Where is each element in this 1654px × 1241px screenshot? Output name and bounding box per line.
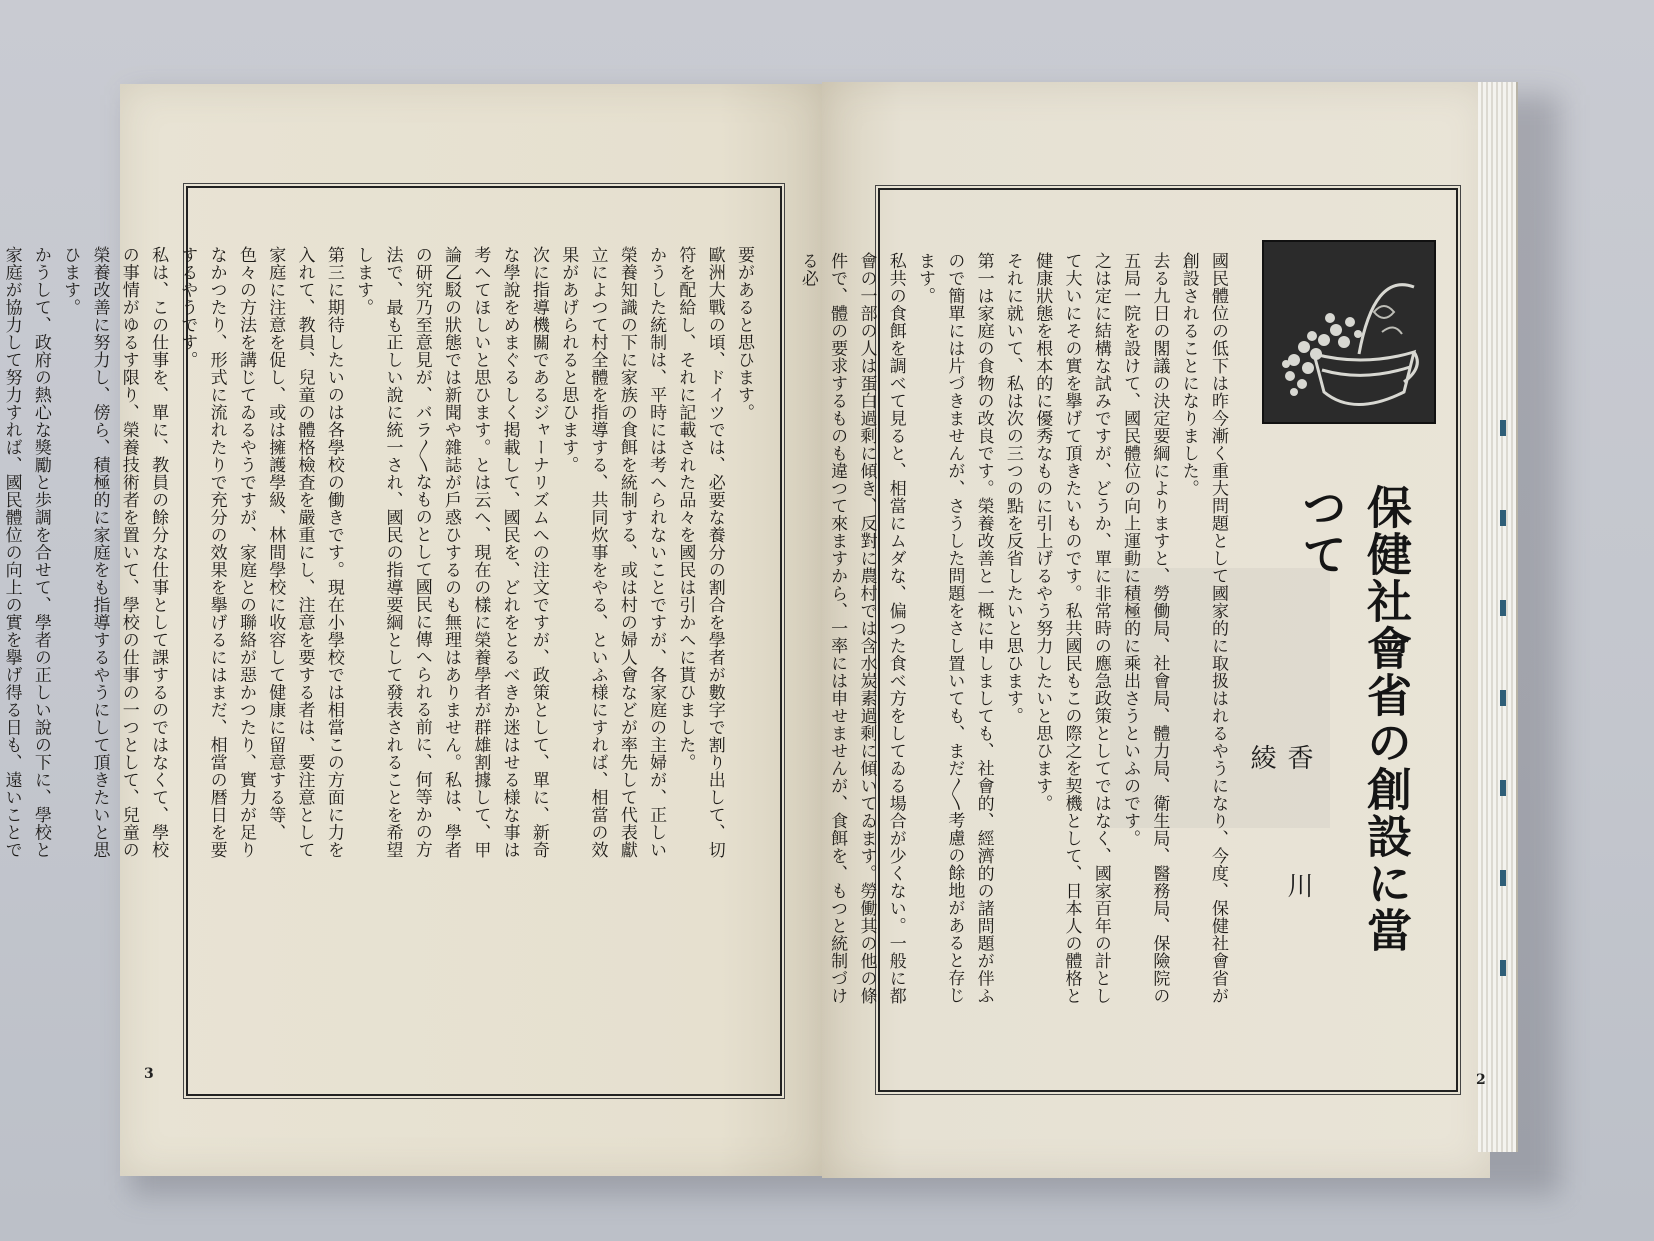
body-paragraph: かうして、政府の熱心な獎勵と歩調を合せて、學者の正しい說の下に、學校と家庭が協力して努力すれば、國民體位の向上の實を擧げ得る日も、遠いことで bbox=[1, 246, 51, 859]
body-paragraph: 第一は家庭の食物の改良です。榮養改善と一概に申しましても、社會的、經濟的の諸問題が伴ふので簡單には片づきませんが、さうした問題をさし置いても、まだ〳〵考慮の餘地があると存じます。 bbox=[915, 252, 994, 1005]
left-page-body bbox=[1, 246, 758, 866]
page-number-left: 3 bbox=[144, 1066, 154, 1082]
body-paragraph: 次に指導機關であるジャーナリズムへの注文ですが、政策として、單に、新奇な學說をめまぐるしく掲載して、國民を、どれをとるべきか迷はせる様な事は考へてほしいと思ひます。とは云へ、現在の樣に榮養學者が群雄割據して、甲論乙駁の狀態では新聞や雜誌が戶惑ひするのも無理はありません。私は、學者の研究乃至意見が、バラ〳〵なものとして國民に傳へられる前に、何等かの方法で、最も正しい說に統一され、國民の指導要綱として發表されることを希望します。 bbox=[353, 246, 549, 859]
body-paragraph: 國民體位の低下は昨今漸く重大問題として國家的に取扱はれるやうになり、今度、保健社會省が創設されることになりました。 bbox=[1178, 252, 1228, 1005]
page-edge-marks bbox=[1500, 420, 1508, 1040]
body-paragraph: かうした統制は、平時には考へられないことですが、各家庭の主婦が、正しい榮養知識の下に家族の食餌を統制する、或は村の婦人會などが率先して代表獻立によつて村全體を指導する、共同炊事をやる、といふ様にすれば、相當の效果があげられると思ひます。 bbox=[558, 246, 667, 859]
page-number-right: 2 bbox=[1476, 1072, 1486, 1088]
body-paragraph: 私は、この仕事を、單に、教員の餘分な仕事として課するのではなくて、學校の事情がゆるす限り、榮養技術者を置いて、學校の仕事の一つとして、兒童の榮養改善に努力し、傍ら、積極的に家庭をも指導するやうにして頂きたいと思ひます。 bbox=[60, 246, 169, 859]
page-stack-edge bbox=[1478, 82, 1518, 1152]
body-paragraph: 之は定に結構な試みですが、どうか、單に非常時の應急政策としてではなく、國家百年の計として大いにその實を擧げて頂きたいものです。私共國民もこの際之を契機として、日本人の體格と健康狀態を根本的に優秀なものに引上げるやう努力したいと思ひます。 bbox=[1032, 252, 1111, 1005]
body-paragraph: 歐洲大戰の頃、ドイツでは、必要な養分の割合を學者が數字で割り出して、切符を配給し、それに記載された品々を國民は引かへに貰ひました。 bbox=[675, 246, 725, 859]
flower-basket-woodcut-icon bbox=[1262, 240, 1436, 424]
body-paragraph: 私共の食餌を調べて見ると、相當にムダな、偏つた食べ方をしてゐる場合が少くない。一般に都會の一部の人は蛋白過剩に傾き、反對に農村では含水炭素過剩に傾いてゐます。勞働其の他の條件で、體の要求するものも違つて來ますから、一率には申せませんが、食餌を、もつと統制づける必 bbox=[797, 252, 906, 1005]
body-paragraph: 要があると思ひます。 bbox=[734, 246, 754, 421]
article-author: 香 川 綾 bbox=[1246, 744, 1313, 1000]
article-title: 保健社會省の創設に當つて bbox=[1294, 484, 1412, 954]
body-paragraph: 去る九日の閣議の決定要綱によりますと、勞働局、社會局、體力局、衛生局、醫務局、保險院の五局一院を設けて、國民體位の向上運動に積極的に乘出さうといふのです。 bbox=[1120, 252, 1170, 1005]
body-paragraph: 第三に期待したいのは各學校の働きです。現在小學校では相當この方面に力を入れて、教員、兒童の體格檢査を嚴重にし、注意を要する者は、要注意として家庭に注意を促し、或は擁護學級、林間學校に收容して健康に留意する等、色々の方法を講じてゐるやうですが、家庭との聯絡が惡かつたり、實力が足りなかつたり、形式に流れたりで充分の效果を擧げるにはまだ、相當の暦日を要するやうです。 bbox=[177, 246, 344, 859]
body-paragraph: それに就いて、私は次の三つの點を反省したいと思ひます。 bbox=[1002, 252, 1023, 725]
right-page-body bbox=[797, 252, 1232, 1012]
